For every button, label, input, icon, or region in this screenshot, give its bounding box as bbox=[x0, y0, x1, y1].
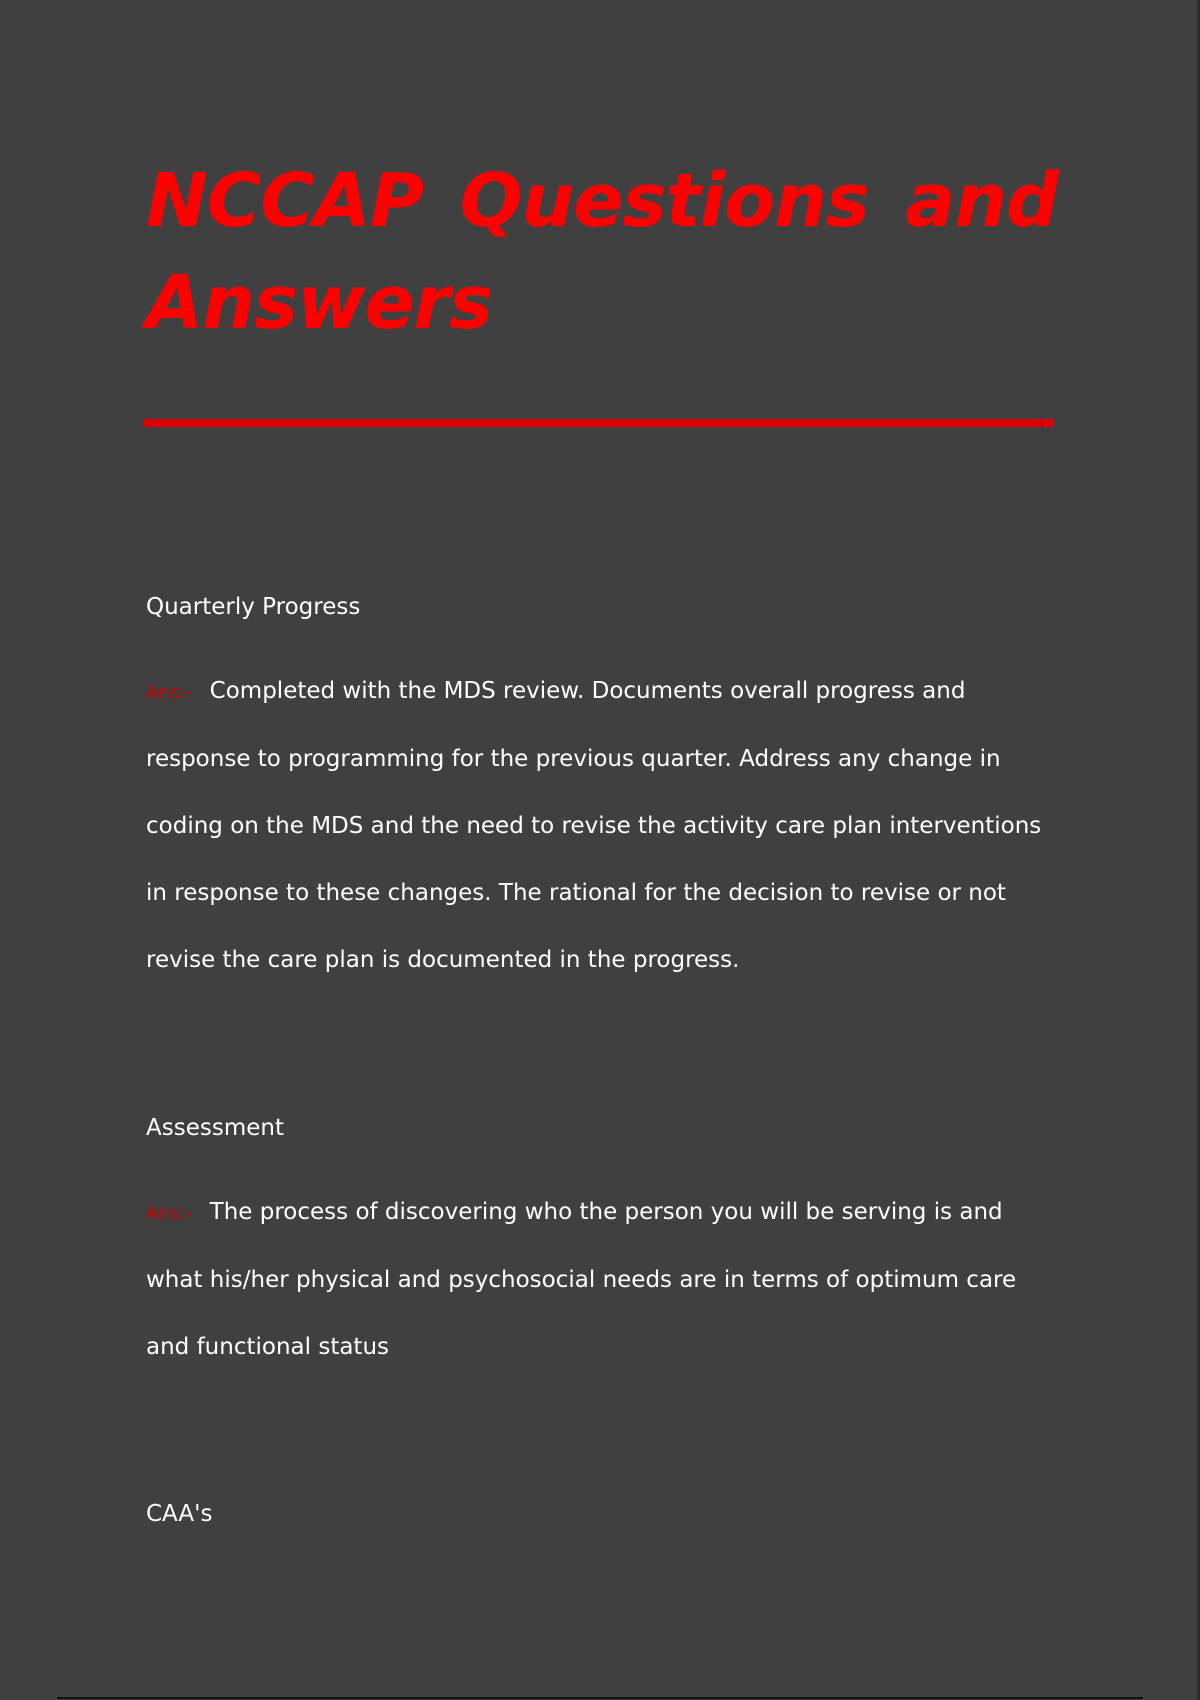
title-divider bbox=[144, 419, 1054, 427]
answer-label: Ans:- bbox=[146, 1203, 192, 1224]
answer-text bbox=[146, 1179, 1056, 1381]
qa-item-quarterly-progress bbox=[146, 592, 1056, 994]
answer-text bbox=[146, 658, 1056, 994]
question-text: Assessment bbox=[146, 1115, 284, 1141]
page-bottom-border bbox=[57, 1697, 1143, 1699]
page-title: NCCAP Questions and Answers bbox=[146, 158, 1058, 346]
qa-item-caas bbox=[146, 1499, 1056, 1529]
answer-body: The process of discovering who the person you will be serving is and what his/her physical and psychosocial needs are in terms of optimum care and functional status bbox=[146, 1199, 1017, 1360]
qa-item-assessment bbox=[146, 1113, 1056, 1381]
question-text: CAA's bbox=[146, 1501, 213, 1527]
answer-body: Completed with the MDS review. Documents overall progress and response to programming for the previous quarter. Address any change in coding on the MDS and the need to revise the activity care plan interventions in response to these changes. The rational for the decision to revise or not revise the care plan is documented in the progress. bbox=[146, 678, 1042, 973]
question-text: Quarterly Progress bbox=[146, 594, 361, 620]
answer-label: Ans:- bbox=[146, 682, 192, 703]
